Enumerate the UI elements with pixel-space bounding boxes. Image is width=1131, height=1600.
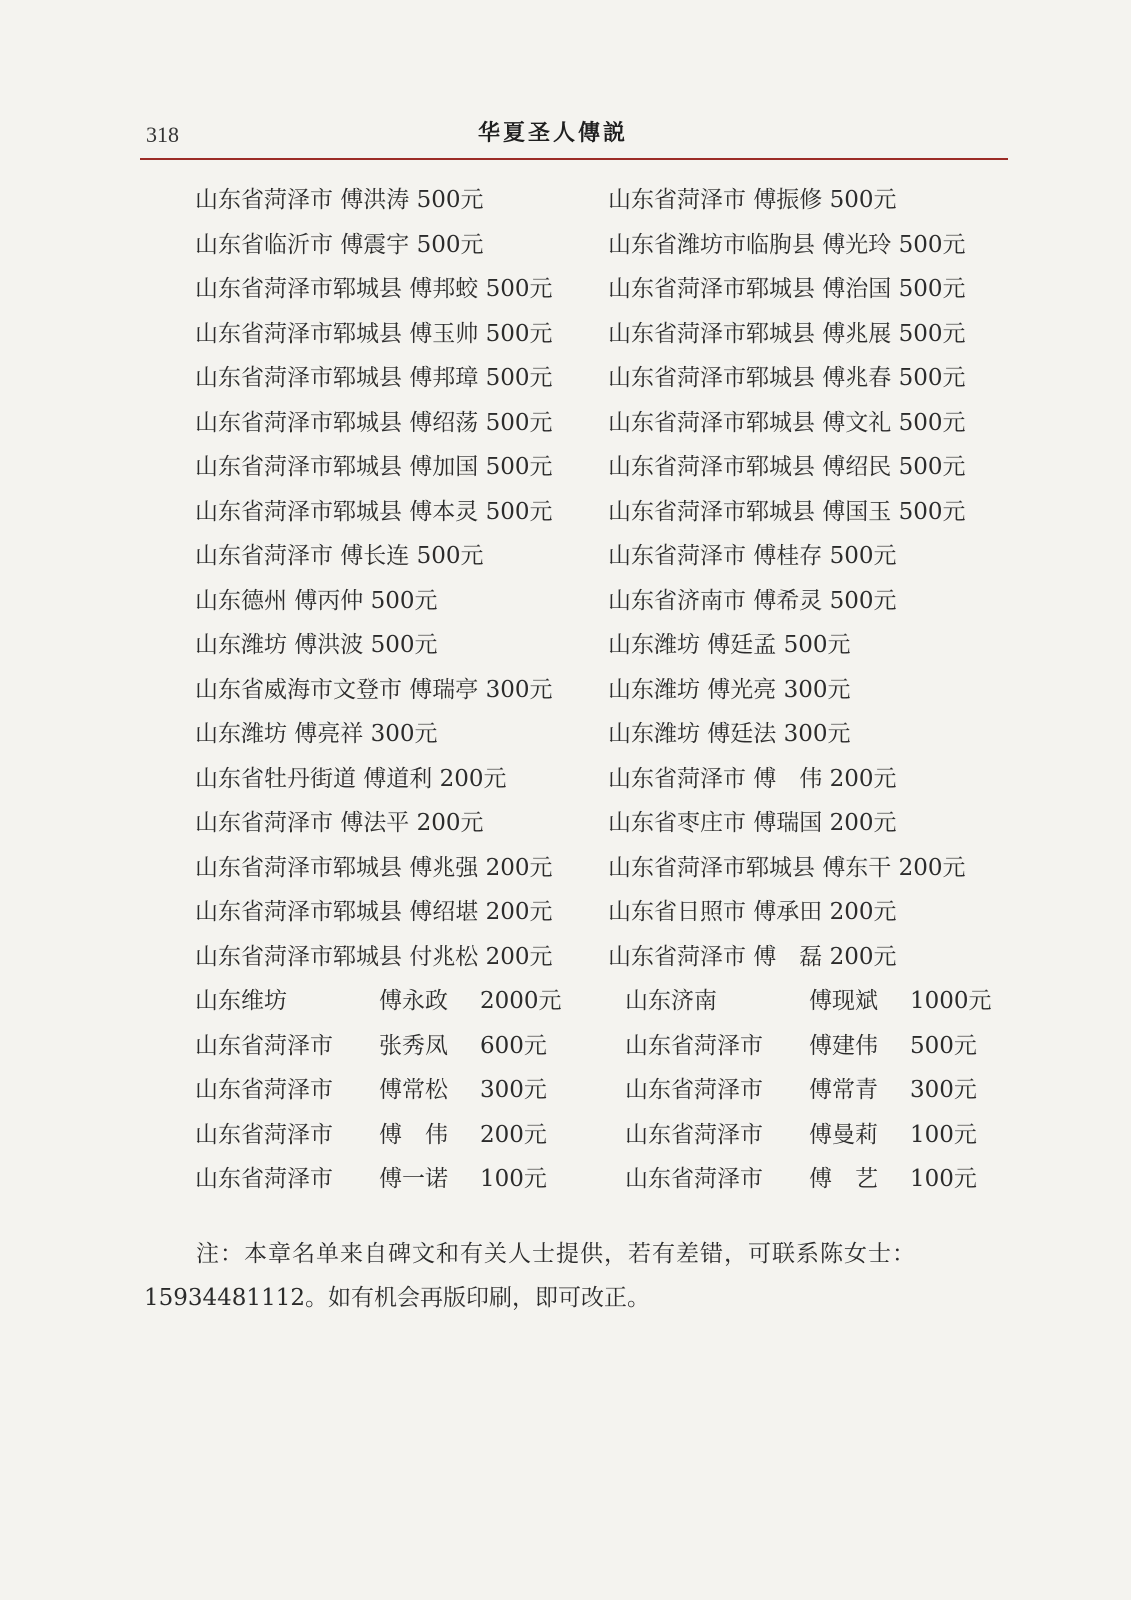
entry-left: 山东省菏泽市郓城县 傅绍荡 500元 [195, 409, 553, 436]
list-row [195, 1024, 1015, 1069]
list-row [195, 846, 1015, 891]
entry-name: 傅常松 [379, 1077, 448, 1103]
entry-place: 山东省菏泽市 [625, 1166, 763, 1192]
list-row [195, 1157, 1015, 1202]
entry-place: 山东省菏泽市 [195, 1032, 333, 1059]
entry-right: 山东省菏泽市郓城县 傅兆展 500元 [608, 320, 966, 347]
entry-place: 山东维坊 [195, 988, 287, 1014]
list-row [195, 312, 1015, 357]
list-row [195, 178, 1015, 223]
donor-list [195, 178, 1015, 1202]
entry-right: 山东省菏泽市 傅振修 500元 [608, 187, 897, 213]
entry-right: 山东省日照市 傅承田 200元 [608, 899, 897, 925]
entry-right: 山东省菏泽市郓城县 傅治国 500元 [608, 276, 966, 302]
entry-left: 山东省牡丹街道 傅道利 200元 [195, 765, 507, 792]
header-rule [140, 158, 1008, 160]
footnote [144, 1232, 1004, 1320]
entry-right: 山东省潍坊市临朐县 傅光玲 500元 [608, 231, 966, 258]
footnote-line-2: 15934481112。如有机会再版印刷，即可改正。 [144, 1285, 650, 1311]
list-row [195, 1068, 1015, 1113]
entry-place: 山东省菏泽市 [625, 1032, 763, 1059]
entry-amount: 600元 [480, 1032, 547, 1059]
entry-place: 山东省菏泽市 [195, 1166, 333, 1192]
entry-name: 傅一诺 [379, 1166, 448, 1192]
list-row [195, 223, 1015, 268]
entry-amount: 300元 [480, 1077, 547, 1103]
entry-left: 山东德州 傅丙仲 500元 [195, 587, 438, 614]
entry-name: 傅 艺 [809, 1166, 878, 1192]
entry-right: 山东省菏泽市 傅 磊 200元 [608, 943, 897, 970]
list-row [195, 935, 1015, 980]
entry-left: 山东省菏泽市 傅洪涛 500元 [195, 187, 484, 213]
list-row [195, 890, 1015, 935]
entry-name: 傅曼莉 [809, 1121, 878, 1148]
entry-right: 山东潍坊 傅廷法 300元 [608, 721, 851, 747]
entry-name: 傅建伟 [809, 1032, 878, 1059]
entry-name: 傅现斌 [809, 988, 878, 1014]
list-row [195, 757, 1015, 802]
entry-left: 山东省菏泽市郓城县 付兆松 200元 [195, 943, 553, 970]
page-number: 318 [146, 122, 179, 147]
list-row [195, 534, 1015, 579]
list-row [195, 668, 1015, 713]
entry-left: 山东省菏泽市郓城县 傅玉帅 500元 [195, 320, 553, 347]
entry-left: 山东省菏泽市 傅法平 200元 [195, 810, 484, 836]
entry-right: 山东省菏泽市 傅 伟 200元 [608, 765, 897, 792]
entry-right: 山东省菏泽市 傅桂存 500元 [608, 543, 897, 569]
entry-left: 山东省菏泽市郓城县 傅兆强 200元 [195, 854, 553, 881]
list-row [195, 801, 1015, 846]
entry-left: 山东省菏泽市郓城县 傅邦璋 500元 [195, 365, 553, 391]
list-row [195, 267, 1015, 312]
entry-amount: 100元 [910, 1121, 977, 1148]
entry-amount: 100元 [910, 1166, 977, 1192]
list-row [195, 490, 1015, 535]
running-title: 华夏圣人傳説 [478, 120, 629, 146]
entry-left: 山东省菏泽市郓城县 傅绍堪 200元 [195, 899, 553, 925]
entry-place: 山东省菏泽市 [625, 1077, 763, 1103]
entry-amount: 1000元 [910, 988, 992, 1014]
list-row [195, 356, 1015, 401]
list-row [195, 1113, 1015, 1158]
entry-right: 山东省菏泽市郓城县 傅国玉 500元 [608, 498, 966, 525]
entry-right: 山东潍坊 傅廷孟 500元 [608, 632, 851, 658]
entry-right: 山东省济南市 傅希灵 500元 [608, 587, 897, 614]
list-row [195, 401, 1015, 446]
entry-right: 山东省菏泽市郓城县 傅兆春 500元 [608, 365, 966, 391]
entry-amount: 100元 [480, 1166, 547, 1192]
entry-amount: 200元 [480, 1121, 547, 1148]
list-row [195, 445, 1015, 490]
list-row [195, 712, 1015, 757]
entry-right: 山东省枣庄市 傅瑞国 200元 [608, 810, 897, 836]
entry-amount: 2000元 [480, 988, 562, 1014]
entry-name: 傅 伟 [379, 1121, 448, 1148]
entry-right: 山东潍坊 傅光亮 300元 [608, 676, 851, 703]
entry-name: 傅永政 [379, 988, 448, 1014]
list-row [195, 623, 1015, 668]
entry-left: 山东省菏泽市郓城县 傅本灵 500元 [195, 498, 553, 525]
entry-name: 张秀凤 [379, 1032, 448, 1059]
entry-right: 山东省菏泽市郓城县 傅绍民 500元 [608, 454, 966, 480]
footnote-line-1: 注：本章名单来自碑文和有关人士提供，若有差错，可联系陈女士： [196, 1241, 916, 1267]
entry-left: 山东省威海市文登市 傅瑞亭 300元 [195, 676, 553, 703]
entry-left: 山东省菏泽市 傅长连 500元 [195, 543, 484, 569]
entry-left: 山东省临沂市 傅震宇 500元 [195, 231, 484, 258]
entry-place: 山东省菏泽市 [195, 1077, 333, 1103]
entry-amount: 300元 [910, 1077, 977, 1103]
entry-place: 山东省菏泽市 [195, 1121, 333, 1148]
entry-left: 山东潍坊 傅亮祥 300元 [195, 721, 438, 747]
entry-left: 山东省菏泽市郓城县 傅加国 500元 [195, 454, 553, 480]
list-row [195, 579, 1015, 624]
entry-place: 山东省菏泽市 [625, 1121, 763, 1148]
entry-left: 山东潍坊 傅洪波 500元 [195, 632, 438, 658]
entry-right: 山东省菏泽市郓城县 傅文礼 500元 [608, 409, 966, 436]
entry-left: 山东省菏泽市郓城县 傅邦蛟 500元 [195, 276, 553, 302]
entry-right: 山东省菏泽市郓城县 傅东干 200元 [608, 854, 966, 881]
entry-amount: 500元 [910, 1032, 977, 1059]
entry-place: 山东济南 [625, 988, 717, 1014]
entry-name: 傅常青 [809, 1077, 878, 1103]
list-row [195, 979, 1015, 1024]
